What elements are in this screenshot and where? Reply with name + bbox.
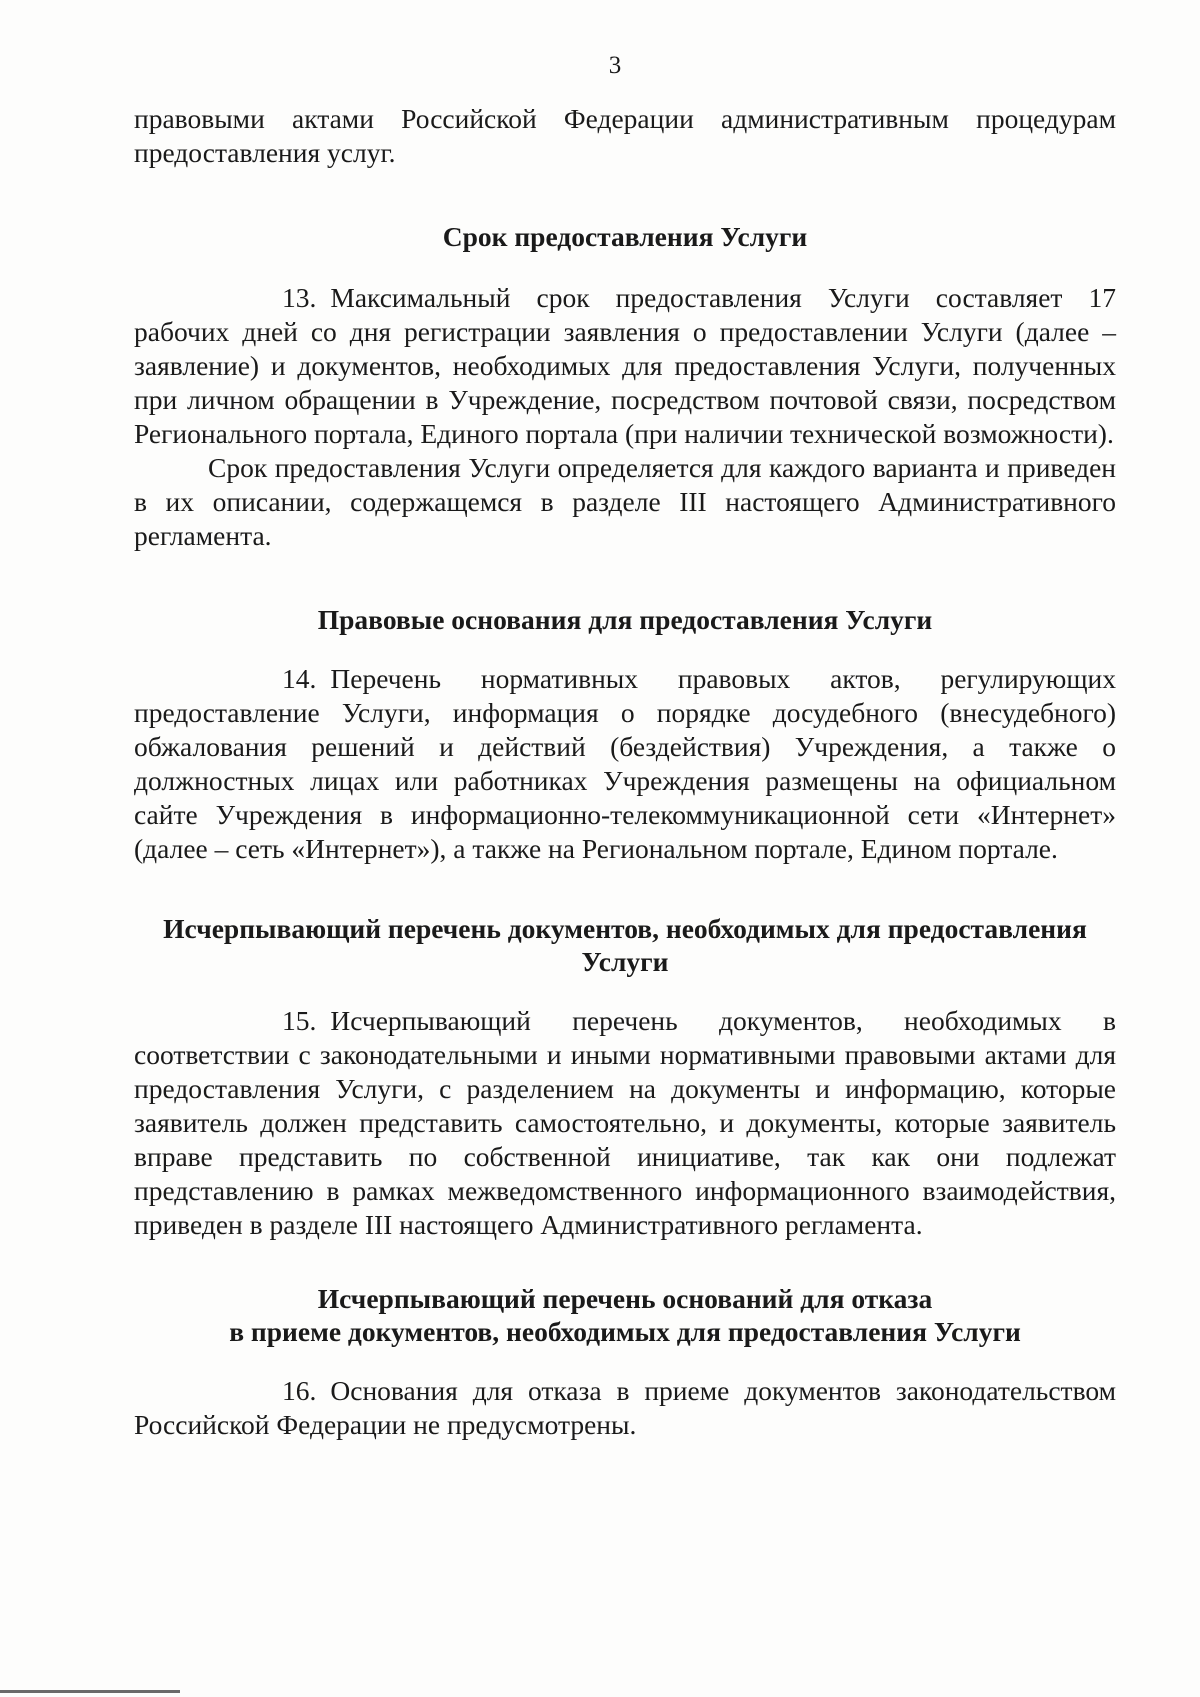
section-heading-documents-list — [134, 912, 1116, 978]
document-body — [134, 102, 1116, 1442]
page-number: 3 — [608, 52, 622, 79]
paragraph-14 — [134, 662, 1116, 866]
heading-line: в приеме документов, необходимых для предоставления Услуги — [229, 1316, 1021, 1347]
paragraph-15 — [134, 1004, 1116, 1242]
section-heading-legal-basis: Правовые основания для предоставления Услуги — [317, 604, 933, 635]
heading-line: Услуги — [581, 946, 669, 977]
paragraph-13-sub: Срок предоставления Услуги определяется для каждого варианта и приведен в их описании, содержащемся в разделе III настоящего Административного регламента. — [134, 452, 1116, 551]
paragraph-number: 15. — [282, 1005, 317, 1036]
intro-paragraph: правовыми актами Российской Федерации административным процедурам предоставления услуг. — [134, 103, 1116, 168]
paragraph-number: 13. — [282, 282, 317, 313]
paragraph-13 — [134, 281, 1116, 451]
paragraph-number: 16. — [282, 1375, 317, 1406]
scan-edge-line — [0, 1690, 180, 1693]
heading-line: Исчерпывающий перечень документов, необходимых для предоставления — [163, 913, 1087, 944]
paragraph-text: Основания для отказа в приеме документов законодательством Российской Федерации не предусмотрены. — [134, 1375, 1116, 1440]
paragraph-16 — [134, 1374, 1116, 1442]
paragraph-number: 14. — [282, 663, 317, 694]
paragraph-text: Исчерпывающий перечень документов, необходимых в соответствии с законодательными и иными нормативными правовыми актами для предоставления Услуги, с разделением на документы и информацию, которые заявитель должен представить самостоятельно, и документы, которые заявитель вправе представить по собственной инициативе, так как они подлежат представлению в рамках межведомственного информационного взаимодействия, приведен в разделе III настоящего Административного регламента. — [134, 1005, 1116, 1240]
section-heading-term: Срок предоставления Услуги — [442, 221, 808, 252]
section-heading-refusal-grounds — [134, 1282, 1116, 1348]
paragraph-text: Максимальный срок предоставления Услуги составляет 17 рабочих дней со дня регистрации заявления о предоставлении Услуги (далее – заявление) и документов, необходимых для предоставления Услуги, полученных при личном обращении в Учреждение, посредством почтовой связи, посредством Регионального портала, Единого портала (при наличии технической возможности). — [134, 282, 1116, 449]
heading-line: Исчерпывающий перечень оснований для отказа — [317, 1283, 933, 1314]
paragraph-text: Перечень нормативных правовых актов, регулирующих предоставление Услуги, информация о порядке досудебного (внесудебного) обжалования решений и действий (бездействия) Учреждения, а также о должностных лицах или работниках Учреждения размещены на официальном сайте Учреждения в информационно-телекоммуникационной сети «Интернет» (далее – сеть «Интернет»), а также на Региональном портале, Едином портале. — [134, 663, 1116, 864]
